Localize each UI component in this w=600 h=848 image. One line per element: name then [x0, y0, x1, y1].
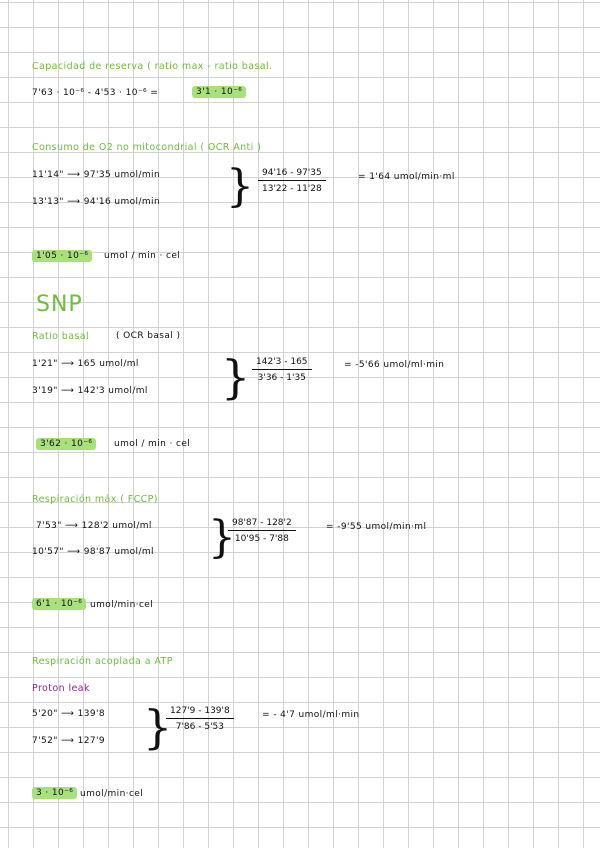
- final-result: 1'05 · 10⁻⁶: [32, 250, 92, 262]
- data-row-1: 1'21" ⟶ 165 umol/ml: [32, 359, 139, 369]
- brace-icon: }: [221, 350, 251, 404]
- fraction: [258, 168, 326, 194]
- final-result-unit: umol / min · cel: [114, 439, 191, 449]
- fraction-numerator: 94'16 - 97'35: [258, 168, 326, 181]
- reserve-capacity-expression: 7'63 · 10⁻⁶ - 4'53 · 10⁻⁶ =: [32, 88, 159, 98]
- fraction: [252, 357, 312, 383]
- data-row-1: 11'14" ⟶ 97'35 umol/min: [32, 170, 161, 180]
- section-title-reserve-capacity: Capacidad de reserva ( ratio max - ratio basal.: [32, 61, 273, 72]
- section-subtitle: ( OCR basal ): [116, 331, 181, 341]
- section-title-atp-coupled: Respiración acoplada a ATP: [32, 656, 173, 667]
- fraction-numerator: 142'3 - 165: [252, 357, 312, 370]
- slope-result: = -9'55 umol/min·ml: [326, 522, 427, 532]
- section-subtitle-proton-leak: Proton leak: [32, 683, 90, 694]
- final-result-unit: umol/min·cel: [90, 600, 154, 610]
- fraction: [166, 706, 234, 732]
- final-result: 6'1 · 10⁻⁶: [32, 598, 86, 610]
- data-row-2: 3'19" ⟶ 142'3 umol/ml: [32, 386, 148, 396]
- data-row-1: 7'53" ⟶ 128'2 umol/ml: [36, 521, 152, 531]
- data-row-1: 5'20" ⟶ 139'8: [32, 709, 105, 719]
- brace-icon: }: [226, 161, 254, 212]
- brace-icon: }: [143, 700, 173, 754]
- fraction: [228, 518, 296, 544]
- fraction-denominator: 7'86 - 5'53: [175, 722, 224, 732]
- slope-result: = 1'64 umol/min·ml: [358, 172, 455, 182]
- final-result: 3 · 10⁻⁶: [32, 787, 77, 799]
- brace-icon: }: [208, 512, 236, 563]
- fraction-denominator: 13'22 - 11'28: [262, 184, 322, 194]
- slope-result: = -5'66 umol/ml·min: [344, 360, 445, 370]
- data-row-2: 7'52" ⟶ 127'9: [32, 736, 105, 746]
- data-row-2: 10'57" ⟶ 98'87 umol/ml: [32, 547, 154, 557]
- fraction-numerator: 98'87 - 128'2: [228, 518, 296, 531]
- slope-result: = - 4'7 umol/ml·min: [262, 710, 360, 720]
- section-title-max-respiration: Respiración máx ( FCCP): [32, 494, 158, 505]
- reserve-capacity-result: 3'1 · 10⁻⁶: [192, 86, 246, 98]
- section-title-basal-ratio: Ratio basal: [32, 331, 90, 342]
- fraction-denominator: 10'95 - 7'88: [234, 534, 289, 544]
- final-result: 3'62 · 10⁻⁶: [36, 438, 96, 450]
- data-row-2: 13'13" ⟶ 94'16 umol/min: [32, 197, 161, 207]
- final-result-unit: umol/min·cel: [80, 789, 144, 799]
- final-result-unit: umol / min · cel: [104, 251, 181, 261]
- section-title-non-mito-o2: Consumo de O2 no mitocondrial ( OCR Anti ): [32, 142, 262, 153]
- heading-snp: SNP: [36, 292, 83, 317]
- fraction-numerator: 127'9 - 139'8: [166, 706, 234, 719]
- fraction-denominator: 3'36 - 1'35: [257, 373, 306, 383]
